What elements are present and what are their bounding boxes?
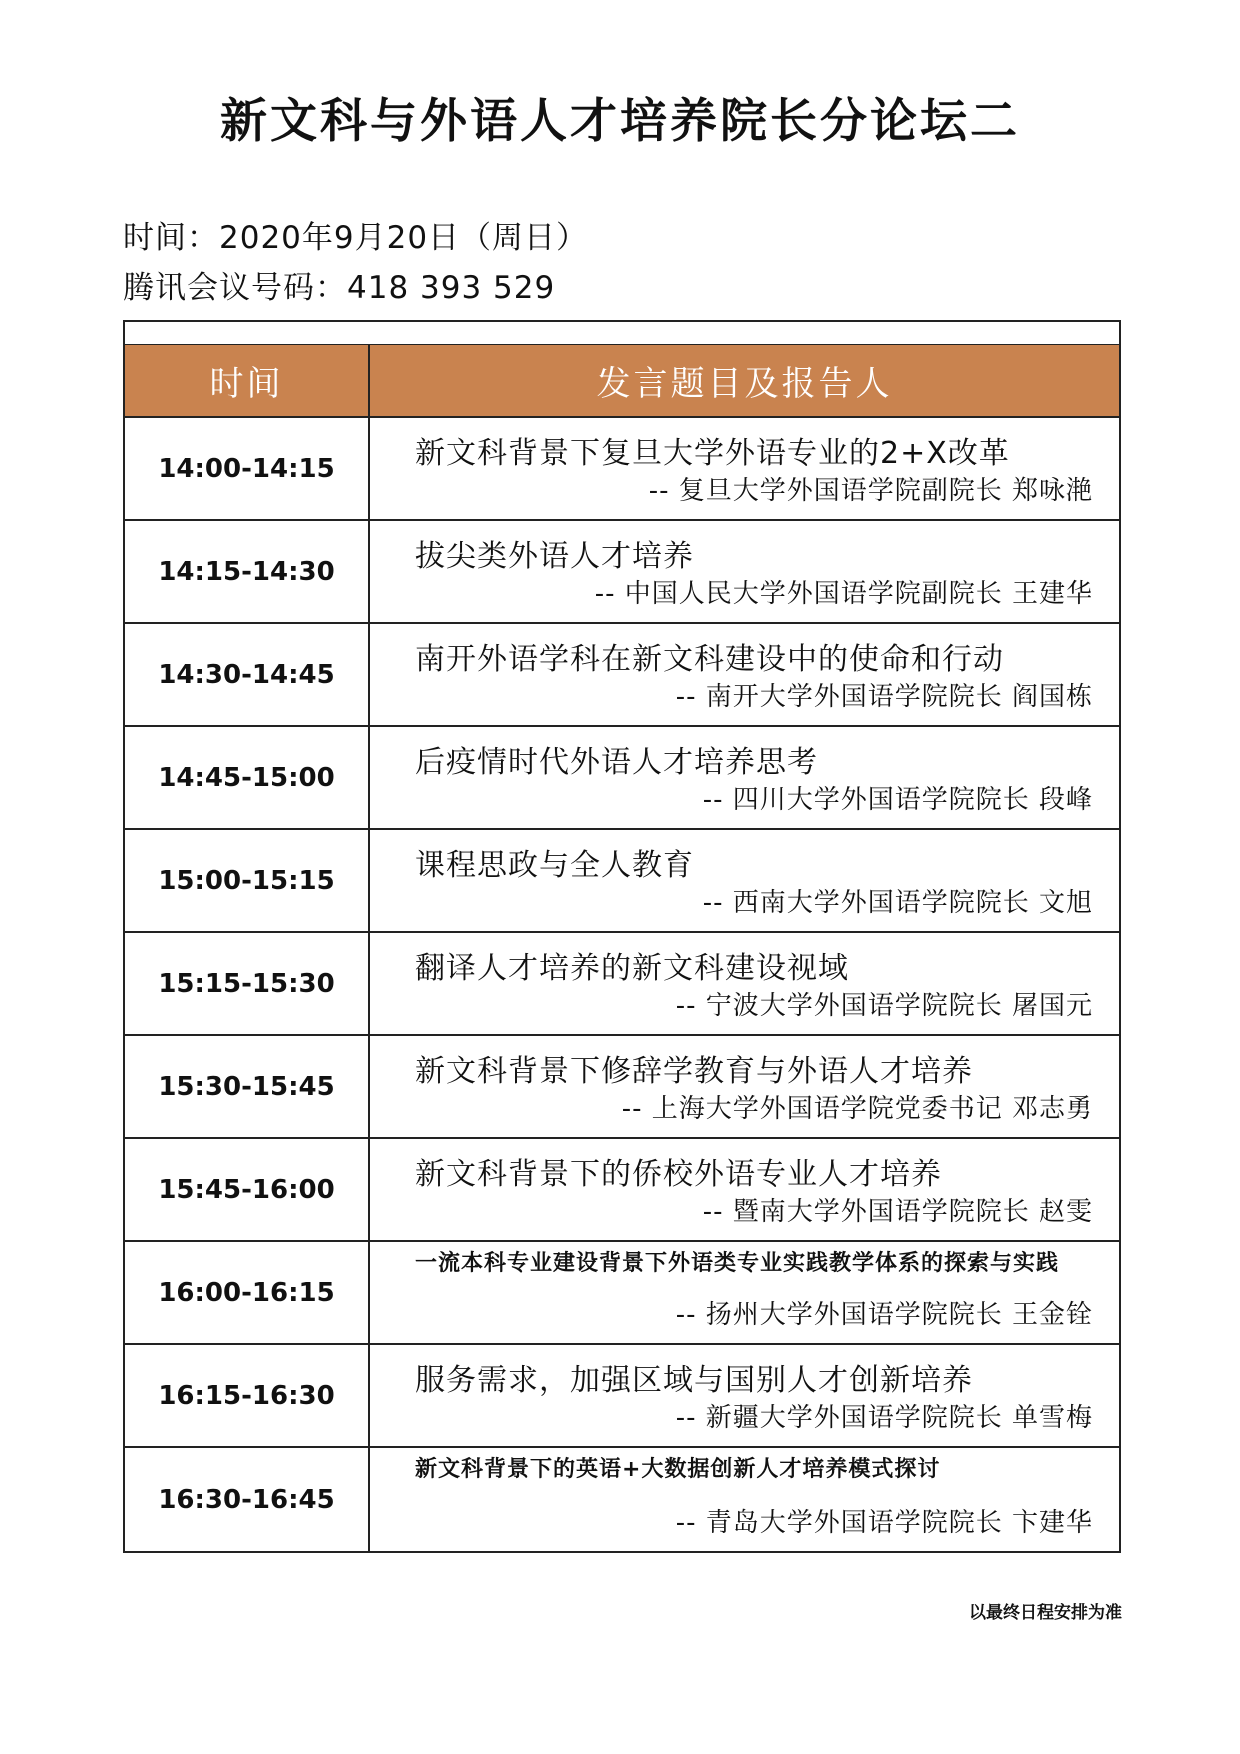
row-time: 15:00-15:15	[125, 830, 370, 931]
row-content	[370, 624, 1119, 725]
row-content	[370, 1036, 1119, 1137]
row-content	[370, 1139, 1119, 1240]
row-topic: 新文科背景下的英语+大数据创新人才培养模式探讨	[415, 1457, 941, 1482]
row-time: 16:00-16:15	[125, 1242, 370, 1343]
schedule-note: 以最终日程安排为准	[969, 1603, 1122, 1623]
meeting-number: 腾讯会议号码：418 393 529	[123, 270, 556, 306]
table-row	[125, 727, 1119, 830]
row-time: 15:30-15:45	[125, 1036, 370, 1137]
table-row	[125, 624, 1119, 727]
header-time: 时间	[125, 345, 370, 416]
row-time: 16:30-16:45	[125, 1448, 370, 1551]
row-topic: 服务需求，加强区域与国别人才创新培养	[415, 1363, 973, 1398]
row-content	[370, 1345, 1119, 1446]
row-speaker: -- 上海大学外国语学院党委书记 邓志勇	[621, 1094, 1093, 1124]
row-time: 14:45-15:00	[125, 727, 370, 828]
row-speaker: -- 青岛大学外国语学院院长 卞建华	[675, 1508, 1093, 1538]
row-topic: 一流本科专业建设背景下外语类专业实践教学体系的探索与实践	[415, 1251, 1060, 1276]
row-speaker: -- 中国人民大学外国语学院副院长 王建华	[594, 579, 1093, 609]
row-content	[370, 1448, 1119, 1551]
row-content	[370, 933, 1119, 1034]
row-time: 16:15-16:30	[125, 1345, 370, 1446]
row-topic: 新文科背景下的侨校外语专业人才培养	[415, 1157, 942, 1192]
table-row	[125, 1242, 1119, 1345]
row-content	[370, 1242, 1119, 1343]
row-speaker: -- 扬州大学外国语学院院长 王金铨	[675, 1300, 1093, 1330]
table-row	[125, 1036, 1119, 1139]
row-topic: 拔尖类外语人才培养	[415, 539, 694, 574]
header-topic-speaker: 发言题目及报告人	[596, 364, 893, 404]
schedule-table	[123, 320, 1121, 1553]
row-speaker: -- 西南大学外国语学院院长 文旭	[702, 888, 1093, 918]
row-content	[370, 727, 1119, 828]
table-row	[125, 521, 1119, 624]
table-row	[125, 1139, 1119, 1242]
row-topic: 翻译人才培养的新文科建设视域	[415, 951, 849, 986]
row-content	[370, 418, 1119, 519]
row-speaker: -- 宁波大学外国语学院院长 屠国元	[675, 991, 1093, 1021]
row-topic: 后疫情时代外语人才培养思考	[415, 745, 818, 780]
row-speaker: -- 复旦大学外国语学院副院长 郑咏滟	[648, 476, 1093, 506]
table-row	[125, 1345, 1119, 1448]
row-content	[370, 521, 1119, 622]
table-row	[125, 418, 1119, 521]
row-time: 15:45-16:00	[125, 1139, 370, 1240]
table-top-spacer	[125, 322, 1119, 345]
row-speaker: -- 南开大学外国语学院院长 阎国栋	[675, 682, 1093, 712]
row-time: 14:30-14:45	[125, 624, 370, 725]
row-speaker: -- 新疆大学外国语学院院长 单雪梅	[675, 1403, 1093, 1433]
row-topic: 新文科背景下修辞学教育与外语人才培养	[415, 1054, 973, 1089]
table-header	[125, 345, 1119, 418]
table-row	[125, 1448, 1119, 1551]
row-topic: 课程思政与全人教育	[415, 848, 694, 883]
row-speaker: -- 暨南大学外国语学院院长 赵雯	[702, 1197, 1093, 1227]
row-topic: 新文科背景下复旦大学外语专业的2+X改革	[415, 436, 1010, 471]
row-speaker: -- 四川大学外国语学院院长 段峰	[702, 785, 1093, 815]
page-title: 新文科与外语人才培养院长分论坛二	[220, 94, 1020, 149]
table-row	[125, 830, 1119, 933]
row-content	[370, 830, 1119, 931]
event-time: 时间：2020年9月20日（周日）	[123, 220, 589, 256]
row-time: 14:15-14:30	[125, 521, 370, 622]
row-time: 14:00-14:15	[125, 418, 370, 519]
row-time: 15:15-15:30	[125, 933, 370, 1034]
table-row	[125, 933, 1119, 1036]
row-topic: 南开外语学科在新文科建设中的使命和行动	[415, 642, 1004, 677]
